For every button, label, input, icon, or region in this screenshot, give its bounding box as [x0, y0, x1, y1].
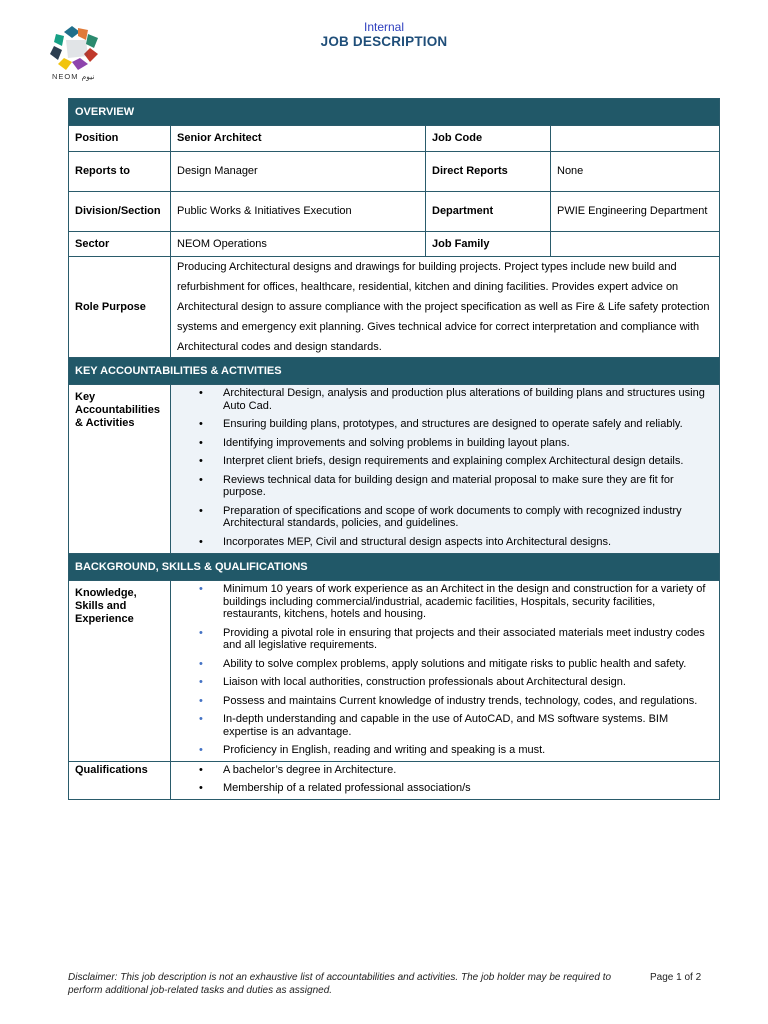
role-purpose-value: Producing Architectural designs and drawings for building projects. Project types include new build and refurbishment for offices, healthcare, residential, kitchen and dining facilities. Provides expert advice on Architectural design to assure compliance with the project specification as well as Fire & Life safety protection systems and emergency exit planning. Gives technical advice for correct interpretation and compliance with Architectural codes and design standards.: [171, 257, 720, 358]
bullet-icon: •: [199, 473, 203, 486]
bullet-icon: •: [199, 535, 203, 548]
knowledge-list-cell: [171, 581, 720, 762]
background-section-title: BACKGROUND, SKILLS & QUALIFICATIONS: [69, 554, 720, 581]
knowledge-item: [177, 658, 713, 671]
bullet-icon: •: [199, 504, 203, 517]
accountability-item: [177, 418, 713, 431]
reports-to-value: Design Manager: [171, 152, 426, 192]
knowledge-item: [177, 627, 713, 652]
page-number: Page 1 of 2: [650, 972, 702, 983]
reports-to-row: [69, 152, 720, 192]
job-code-value: [551, 126, 720, 152]
role-purpose-label: Role Purpose: [69, 257, 171, 358]
knowledge-item: [177, 695, 713, 708]
knowledge-item-text: In-depth understanding and capable in the use of AutoCAD, and MS software systems. BIM expertise is an advantage.: [223, 713, 669, 738]
accountabilities-label: Key Accountabilities & Activities: [69, 385, 171, 554]
job-family-label: Job Family: [426, 232, 551, 257]
accountability-item: [177, 455, 713, 468]
bullet-icon: •: [199, 744, 203, 756]
accountability-item: [177, 387, 713, 412]
accountability-item-text: Ensuring building plans, prototypes, and structures are designed to operate safely and reliably.: [223, 418, 683, 430]
division-value: Public Works & Initiatives Execution: [171, 192, 426, 232]
bullet-icon: •: [199, 583, 203, 595]
knowledge-item-text: Possess and maintains Current knowledge of industry trends, technology, codes, and regulations.: [223, 694, 698, 707]
overview-header-row: [69, 99, 720, 126]
qualification-item: [177, 764, 713, 777]
accountabilities-list: [177, 387, 713, 548]
bullet-icon: •: [199, 626, 203, 639]
knowledge-item-text: Liaison with local authorities, construction professionals about Architectural design.: [223, 676, 626, 688]
bullet-icon: •: [199, 455, 203, 467]
knowledge-item-text: Proficiency in English, reading and writing and speaking is a must.: [223, 744, 546, 756]
job-code-label: Job Code: [426, 126, 551, 152]
knowledge-item-text: Providing a pivotal role in ensuring that projects and their associated materials meet industry codes and all legislative requirements.: [223, 626, 705, 651]
bullet-icon: •: [199, 782, 203, 794]
qualifications-list-cell: [171, 761, 720, 799]
overview-section-title: OVERVIEW: [69, 99, 720, 126]
accountabilities-section-title: KEY ACCOUNTABILITIES & ACTIVITIES: [69, 358, 720, 385]
bullet-icon: •: [199, 387, 203, 399]
knowledge-item: [177, 744, 713, 757]
qualification-item: [177, 782, 713, 795]
knowledge-item-text: Minimum 10 years of work experience as an Architect in the design and construction for a variety of buildings including commercial/industrial, academic facilities, Hospitals, security facilities, restaurants, kitchens, hotels and housing.: [223, 583, 706, 620]
division-label: Division/Section: [69, 192, 171, 232]
bullet-icon: •: [199, 713, 203, 725]
bullet-icon: •: [199, 763, 203, 776]
accountability-item-text: Reviews technical data for building design and material proposal to make sure they are fit for purpose.: [223, 473, 674, 498]
reports-to-label: Reports to: [69, 152, 171, 192]
qualifications-row: [69, 761, 720, 799]
document-title: JOB DESCRIPTION: [320, 34, 448, 49]
position-label: Position: [69, 126, 171, 152]
accountability-item: [177, 437, 713, 450]
job-family-value: [551, 232, 720, 257]
accountability-item-text: Identifying improvements and solving problems in building layout plans.: [223, 436, 570, 449]
department-label: Department: [426, 192, 551, 232]
bullet-icon: •: [199, 418, 203, 430]
role-purpose-row: [69, 257, 720, 358]
logo-wordmark: NEOM نيوم: [52, 72, 95, 81]
knowledge-row: [69, 581, 720, 762]
direct-reports-value: None: [551, 152, 720, 192]
job-description-table: [68, 98, 720, 800]
knowledge-item: [177, 676, 713, 689]
accountability-item-text: Preparation of specifications and scope of work documents to comply with recognized industry Architectural standards, policies, and guidelines.: [223, 504, 682, 529]
knowledge-list: [177, 583, 713, 757]
bullet-icon: •: [199, 657, 203, 670]
accountability-item-text: Incorporates MEP, Civil and structural design aspects into Architectural designs.: [223, 535, 612, 548]
knowledge-label: Knowledge, Skills and Experience: [69, 581, 171, 762]
accountabilities-list-cell: [171, 385, 720, 554]
direct-reports-label: Direct Reports: [426, 152, 551, 192]
accountability-item: [177, 536, 713, 549]
position-row: [69, 126, 720, 152]
department-value: PWIE Engineering Department: [551, 192, 720, 232]
accountability-item-text: Architectural Design, analysis and production plus alterations of building plans and structures using Auto Cad.: [223, 387, 705, 412]
accountability-item-text: Interpret client briefs, design requirements and explaining complex Architectural design details.: [223, 455, 684, 467]
sector-row: [69, 232, 720, 257]
bullet-icon: •: [199, 694, 203, 707]
qualifications-list: [177, 764, 713, 795]
accountability-item: [177, 505, 713, 530]
knowledge-item: [177, 583, 713, 621]
accountability-item: [177, 474, 713, 499]
classification-label: Internal: [363, 20, 405, 34]
qualifications-label: Qualifications: [69, 761, 171, 799]
background-header-row: [69, 554, 720, 581]
sector-label: Sector: [69, 232, 171, 257]
knowledge-item: [177, 713, 713, 738]
knowledge-item-text: Ability to solve complex problems, apply solutions and mitigate risks to public health and safety.: [223, 657, 687, 670]
disclaimer-text: Disclaimer: This job description is not an exhaustive list of accountabilities and activities. The job holder may be required to perform additional job-related tasks and duties as assigned.: [68, 972, 612, 996]
position-value: Senior Architect: [171, 126, 426, 152]
accountabilities-header-row: [69, 358, 720, 385]
qualification-item-text: A bachelor’s degree in Architecture.: [223, 763, 397, 776]
sector-value: NEOM Operations: [171, 232, 426, 257]
accountabilities-row: [69, 385, 720, 554]
bullet-icon: •: [199, 676, 203, 688]
division-row: [69, 192, 720, 232]
qualification-item-text: Membership of a related professional association/s: [223, 782, 471, 794]
bullet-icon: •: [199, 436, 203, 449]
